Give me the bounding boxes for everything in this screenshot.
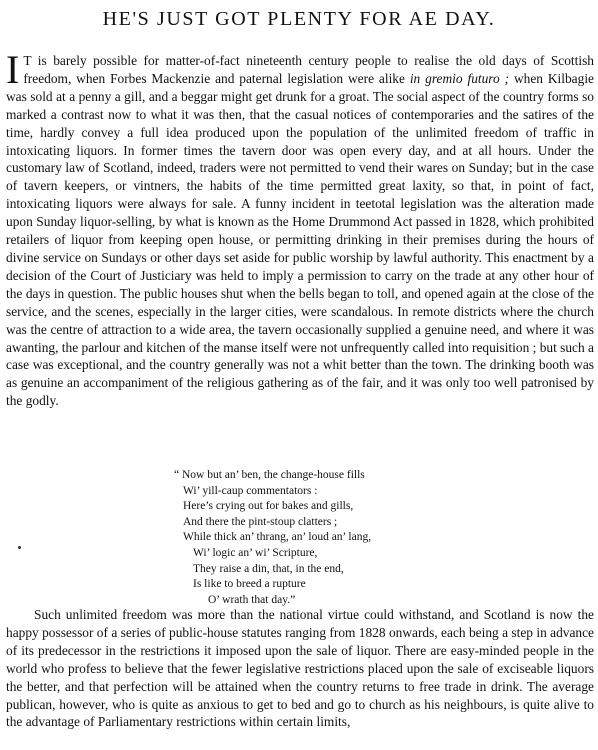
poem-line: “ Now but an’ ben, the change-house fills xyxy=(174,469,365,481)
paragraph-1-italic: in gremio futuro ; xyxy=(409,70,510,86)
paragraph-1-text-b: when Kilbagie was sold at a penny a gill, and a beggar might get drunk for a groat. The social aspect of the country forms so marked a contrast now to what it was then, that the casual notices of contemporaries and the satires of the time, hardly convey a full idea produced upon the population of the unlimited freedom of traffic in intoxicating liquors. In former times the tavern door was open every day, and at all hours. Under the customary law of Scotland, indeed, traders were not permitted to vend their wares on Sunday; but in the case of tavern keepers, or vintners, the habits of the time permitted great laxity, so that, in point of fact, intoxicating liquors were always for sale. A funny incident in teetotal legislation was the alteration made upon Sunday liquor-selling, by what is known as the Home Drummond Act passed in 1828, which prohibited retailers of liquor from keeping open house, or permitting drinking in their premises during the hours of divine service on Sundays or other days set aside for public worship by lawful authority. This enactment by a decision of the Court of Justiciary was held to imply a permission to carry on the trade at any other hour of the days in question. The public houses shut when the bells began to toll, and opened again at the close of the service, and the scenes, especially in the larger cities, were scandalous. In remote districts where the church was the centre of attraction to a wide area, the tavern occasionally supplied a genuine need, and where it was awanting, the parlour and kitchen of the manse itself were not unfrequently called into requisition ; but such a case was exceptional, and the country generally was not a whit better than the town. The drinking booth was as genuine an accompaniment of the religious gathering as of the fair, and it was only too well patronised by the godly. xyxy=(6,70,594,409)
page-title: HE'S JUST GOT PLENTY FOR AE DAY. xyxy=(102,8,496,30)
poem-line: Is like to breed a rupture xyxy=(193,578,306,591)
poem-line: O’ wrath that day.” xyxy=(208,593,296,606)
poem-line: While thick an’ thrang, an’ loud an’ lang, xyxy=(183,531,372,544)
poem-line: Wi’ yill-caup commentators : xyxy=(183,484,318,497)
drop-cap: I xyxy=(6,47,20,92)
poem-line: Wi’ logic an’ wi’ Scripture, xyxy=(193,546,318,559)
paragraph-1-text-a: T is barely possible for matter-of-fact nineteenth century people to realise the old days of Scottish freedom, when Forbes Mackenzie and paternal legislation were alike xyxy=(23,53,594,86)
ink-speck xyxy=(18,546,21,549)
paragraph-2: Such unlimited freedom was more than the national virtue could withstand, and Scotland is now the happy possessor of a series of public-house statutes ranging from 1828 onwards, each being a step in advance of its predecessor in the restrictions it imposed upon the sale of liquor. There are easy-minded people in the world who profess to believe that the fewer legislative restrictions placed upon the sale of exciseable liquors the better, and that perfection will be attained when the country returns to free trade in drink. The average publican, however, who is quite as anxious to get to bed and go to church as his neighbours, is quite alive to the advantage of Parliamentary restrictions within certain limits, xyxy=(6,607,594,730)
poem-quote xyxy=(174,468,434,608)
poem-line: And there the pint-stoup clatters ; xyxy=(183,515,338,528)
poem-line: Here’s crying out for bakes and gills, xyxy=(183,500,354,513)
poem-line: They raise a din, that, in the end, xyxy=(193,562,344,575)
paragraph-1 xyxy=(6,47,594,410)
